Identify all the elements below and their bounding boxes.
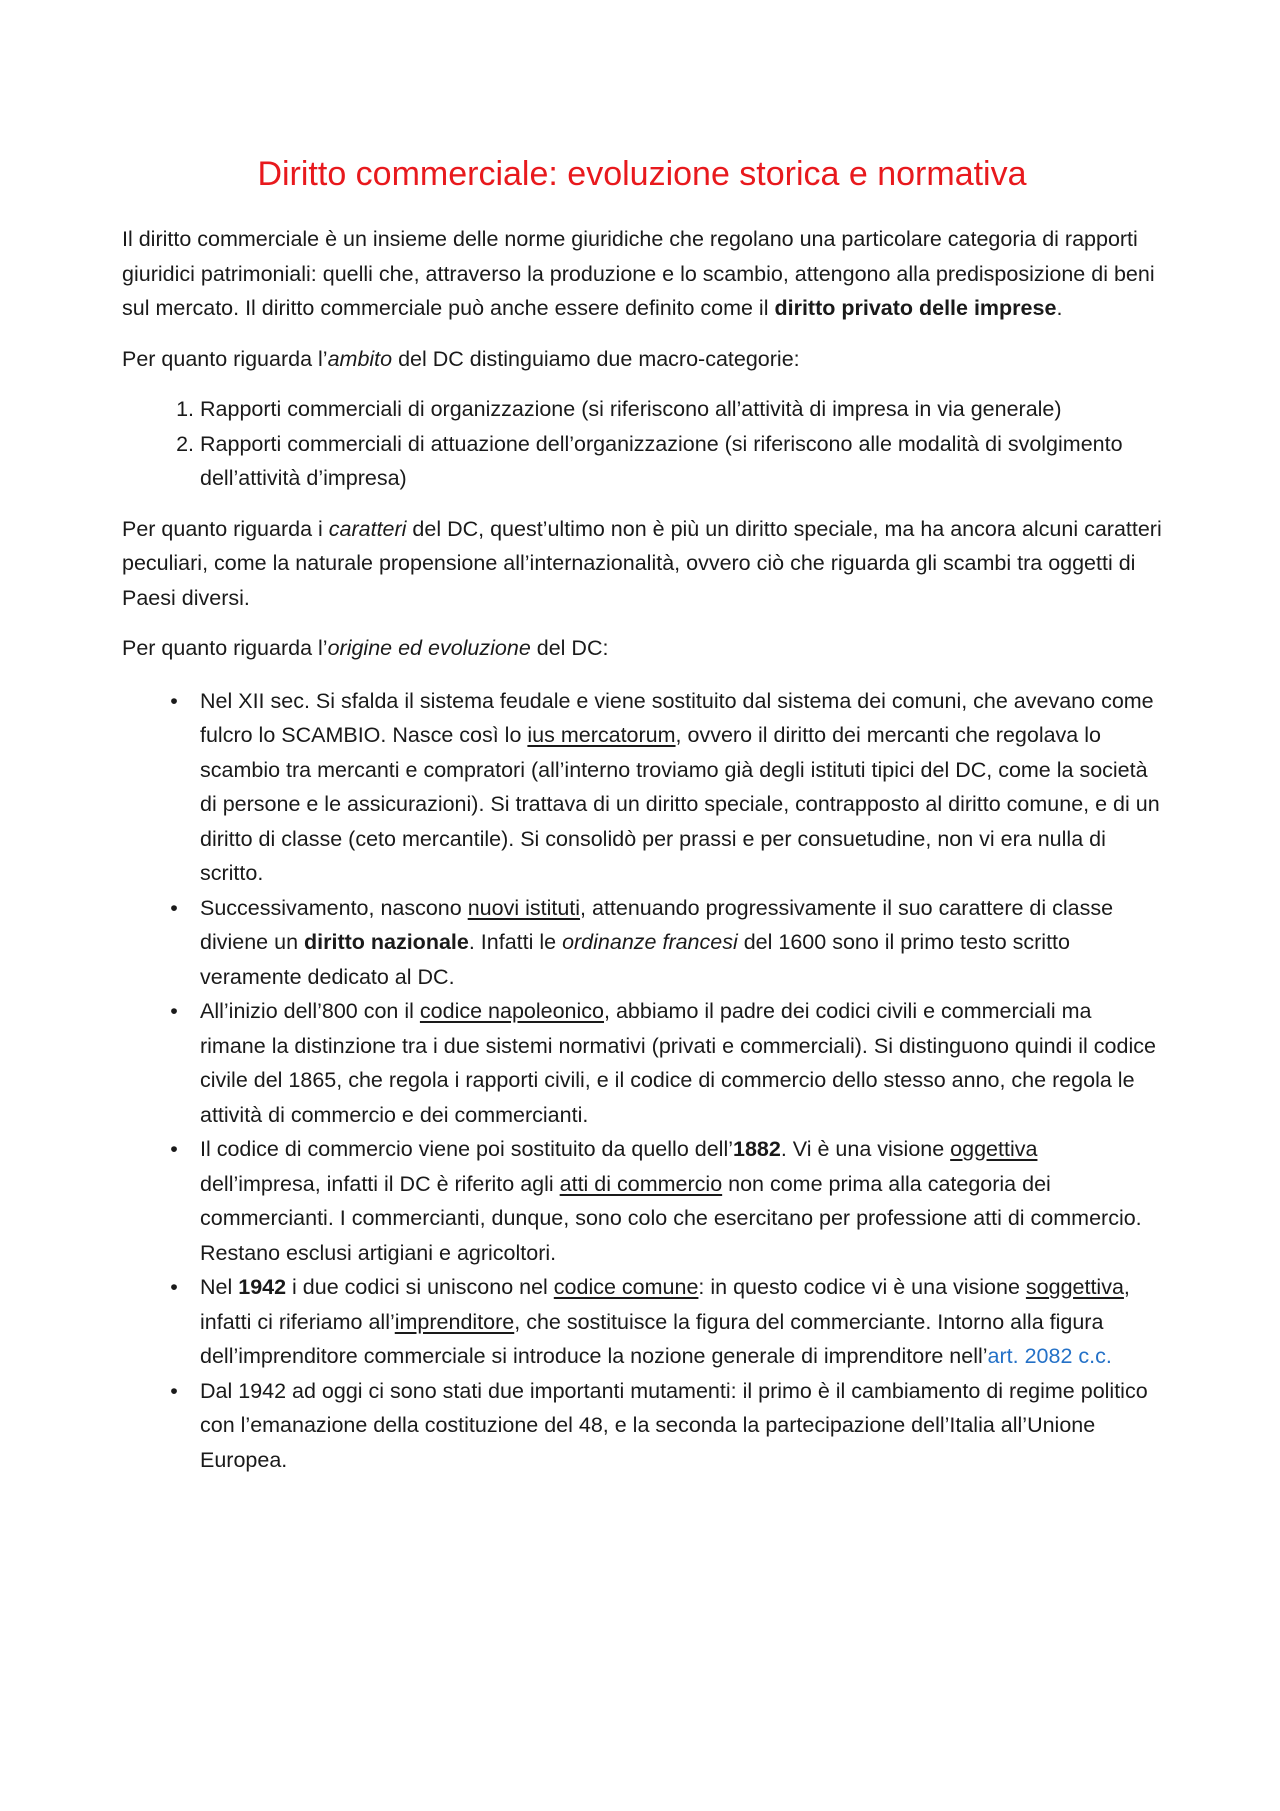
- caratteri-pre: Per quanto riguarda i: [122, 516, 329, 541]
- caratteri-paragraph: [122, 512, 1162, 616]
- list-item: [122, 891, 1162, 995]
- bold-term: diritto nazionale: [304, 930, 469, 954]
- bullet-icon: •: [170, 999, 178, 1023]
- underlined-term: codice comune: [553, 1275, 699, 1299]
- text-run: : in questo codice vi è una visione: [698, 1275, 1026, 1299]
- text-run: , attenuando progressivamente il suo carattere di classe diviene un: [200, 895, 1114, 954]
- bullet-icon: •: [170, 688, 178, 713]
- intro-paragraph: [122, 222, 1162, 326]
- article-link[interactable]: art. 2082 c.c.: [987, 1344, 1112, 1368]
- text-run: Nel: [200, 1275, 239, 1299]
- intro-bold: diritto privato delle imprese: [774, 296, 1057, 320]
- origine-post: del DC:: [530, 636, 609, 660]
- caratteri-em: caratteri: [328, 516, 407, 541]
- underlined-term: soggettiva: [1025, 1275, 1124, 1299]
- text-run: del 1600 sono il primo testo scritto veramente dedicato al DC.: [200, 930, 1070, 989]
- ambito-pre: Per quanto riguarda l’: [122, 346, 328, 371]
- text-run: , abbiamo il padre dei codici civili e commerciali ma rimane la distinzione tra i due sistemi normativi (privati e commerciali). Si distinguono quindi il codice civile del 1865, che regola i rapporti civili, e il codice di commercio dello stesso anno, che regola le attività di commercio e dei commercianti.: [200, 999, 1156, 1127]
- text-run: i due codici si uniscono nel: [286, 1275, 554, 1299]
- list-item: [122, 994, 1162, 1132]
- underlined-term: oggettiva: [950, 1137, 1038, 1161]
- underlined-term: imprenditore: [394, 1309, 515, 1334]
- bullet-icon: •: [170, 1378, 178, 1403]
- text-run: Successivamento, nascono: [200, 895, 468, 920]
- text-run: dell’impresa, infatti il DC è riferito agli: [200, 1171, 560, 1196]
- ambito-paragraph: [122, 342, 1162, 377]
- document-page: [122, 150, 1162, 1477]
- ambito-post: del DC distinguiamo due macro-categorie:: [392, 346, 800, 371]
- list-item: 2. Rapporti commerciali di attuazione dell’organizzazione (si riferiscono alle modalità di svolgimento dell’attività d’impresa): [200, 427, 1162, 496]
- list-item: [122, 1374, 1162, 1478]
- text-run: Nel XII sec. Si sfalda il sistema feudale e viene sostituito dal sistema dei comuni, che avevano come fulcro lo SCAMBIO. Nasce così lo: [200, 688, 1154, 747]
- intro-end: .: [1056, 296, 1063, 320]
- ambito-em: ambito: [327, 346, 393, 371]
- text-run: All’inizio dell’800 con il: [200, 999, 420, 1023]
- text-run: . Vi è una visione: [780, 1137, 951, 1161]
- evoluzione-list: [122, 684, 1162, 1478]
- text-run: non come prima alla categoria dei commercianti. I commercianti, dunque, sono colo che esercitano per professione atti di commercio. Restano esclusi artigiani e agricoltori.: [200, 1171, 1142, 1265]
- text-run: , ovvero il diritto dei mercanti che regolava lo scambio tra mercanti e compratori (all’interno troviamo già degli istituti tipici del DC, come la società di persone e le assicurazioni). Si trattava di un diritto speciale, contrapposto al diritto comune, e di un diritto di classe (ceto mercantile). Si consolidò per prassi e per consuetudine, non vi era nulla di scritto.: [200, 723, 1160, 885]
- italic-term: ordinanze francesi: [562, 930, 738, 954]
- bold-term: 1942: [238, 1275, 287, 1299]
- text-run: , infatti ci riferiamo all’: [200, 1275, 1130, 1334]
- bullet-icon: •: [170, 895, 178, 920]
- bullet-icon: •: [170, 1137, 178, 1161]
- text-run: Dal 1942 ad oggi ci sono stati due importanti mutamenti: il primo è il cambiamento di regime politico con l’emanazione della costituzione del 48, e la seconda la partecipazione dell’Italia all’Unione Europea.: [200, 1378, 1148, 1472]
- ambito-list: [122, 392, 1162, 496]
- underlined-term: codice napoleonico: [419, 999, 604, 1023]
- page-title: Diritto commerciale: evoluzione storica e normativa: [257, 155, 1027, 193]
- caratteri-post: del DC, quest’ultimo non è più un diritto speciale, ma ha ancora alcuni caratteri peculiari, come la naturale propensione all’internazionalità, ovvero ciò che riguarda gli scambi tra oggetti di Paesi diversi.: [122, 516, 1162, 610]
- list-item: [122, 1270, 1162, 1374]
- underlined-term: ius mercatorum: [527, 723, 676, 747]
- intro-text: Il diritto commerciale è un insieme delle norme giuridiche che regolano una particolare categoria di rapporti giuridici patrimoniali: quelli che, attraverso la produzione e lo scambio, attengono alla predisposizione di beni sul mercato. Il diritto commerciale può anche essere definito come il: [122, 227, 1155, 320]
- list-item: [122, 1132, 1162, 1270]
- origine-paragraph: [122, 631, 1162, 666]
- text-run: Il codice di commercio viene poi sostituito da quello dell’: [200, 1137, 733, 1161]
- bold-term: 1882: [733, 1137, 781, 1161]
- underlined-term: atti di commercio: [559, 1171, 723, 1196]
- text-run: , che sostituisce la figura del commerciante. Intorno alla figura dell’imprenditore commerciale si introduce la nozione generale di imprenditore nell’: [200, 1309, 1104, 1368]
- underlined-term: nuovi istituti: [467, 895, 581, 920]
- list-item: [122, 684, 1162, 891]
- text-run: . Infatti le: [468, 930, 563, 954]
- origine-em: origine ed evoluzione: [327, 636, 531, 660]
- bullet-icon: •: [170, 1275, 178, 1299]
- list-item: 1. Rapporti commerciali di organizzazione (si riferiscono all’attività di impresa in via generale): [200, 392, 1162, 427]
- origine-pre: Per quanto riguarda l’: [122, 636, 328, 660]
